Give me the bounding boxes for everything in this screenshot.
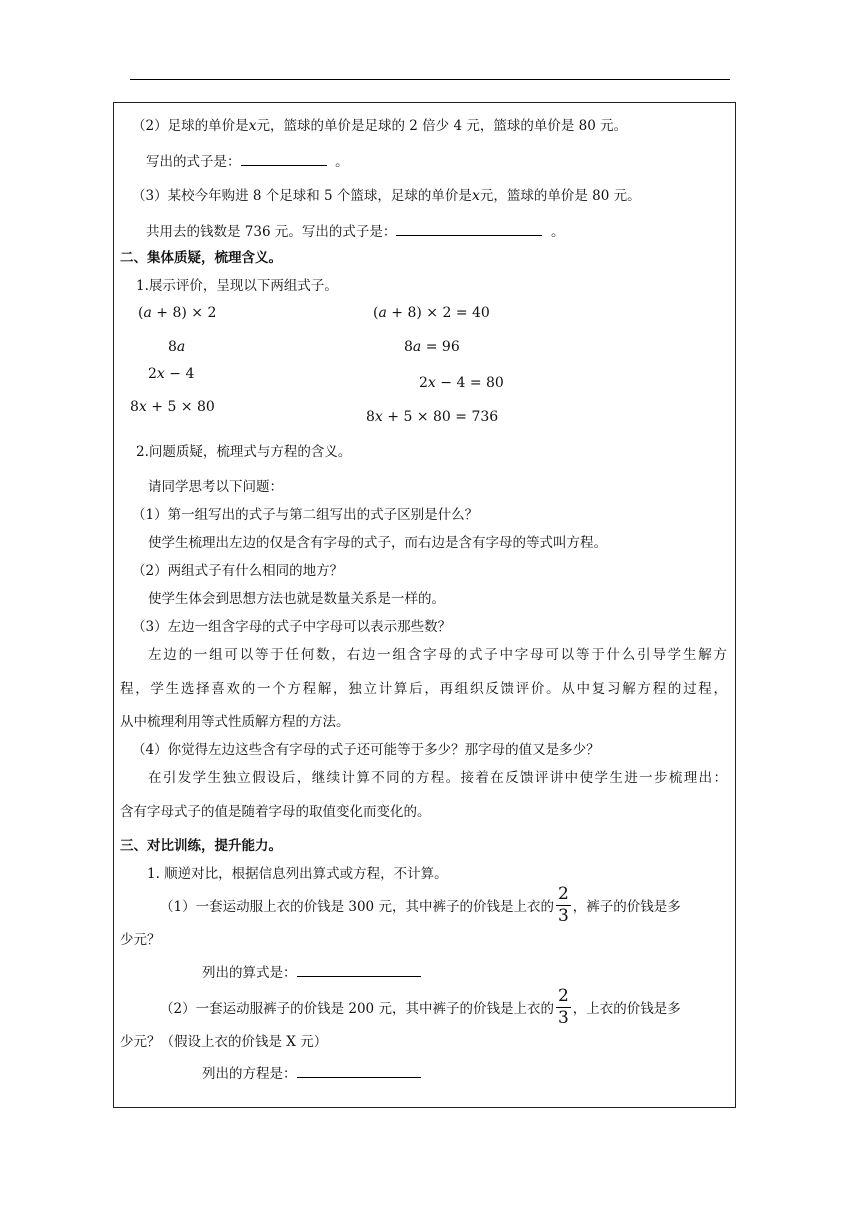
right-eq-4: 8x + 5 × 80 = 736 <box>366 409 499 425</box>
task-1-text-b: ，裤子的价钱是多 <box>572 899 681 915</box>
period: 。 <box>550 224 565 240</box>
write-label: 列出的算式是： <box>202 965 297 981</box>
var-x: x <box>471 188 480 204</box>
task-1-write <box>202 961 421 981</box>
write-label: 写出的式子是： <box>146 154 241 170</box>
answer-3-line-2: 程，学生选择喜欢的一个方程解，独立计算后，再组织反馈评价。从中复习解方程的过程， <box>120 681 727 697</box>
var-x: x <box>248 118 257 134</box>
answer-2: 使学生体会到思想方法也就是数量关系是一样的。 <box>148 591 445 607</box>
problem-3-write <box>146 220 564 240</box>
question-2: （2）两组式子有什么相同的地方？ <box>132 563 344 579</box>
problem-2-text-b: 元，篮球的单价是足球的 2 倍少 4 元，篮球的单价是 80 元。 <box>256 118 628 134</box>
answer-blank[interactable] <box>396 222 542 236</box>
left-expr-2: 8a <box>168 339 186 355</box>
problem-2-write <box>146 150 349 170</box>
period: 。 <box>335 154 349 170</box>
right-eq-2: 8a = 96 <box>404 339 460 355</box>
step-3-1: 1. 顺逆对比，根据信息列出算式或方程，不计算。 <box>147 866 448 882</box>
question-1: （1）第一组写出的式子与第二组写出的式子区别是什么？ <box>132 507 479 523</box>
fraction-two-thirds: $\frac{2}{3}$ <box>557 986 569 1028</box>
left-expr-3: 2x − 4 <box>148 366 195 382</box>
question-3: （3）左边一组含字母的式子中字母可以表示那些数？ <box>132 619 452 635</box>
right-eq-3: 2x − 4 = 80 <box>419 375 504 391</box>
section-2-heading: 二、集体质疑，梳理含义。 <box>120 250 282 266</box>
problem-3-text-b: 元，篮球的单价是 80 元。 <box>479 188 641 204</box>
write-label: 列出的方程是： <box>202 1066 297 1082</box>
header-rule <box>130 79 730 80</box>
answer-1: 使学生梳理出左边的仅是含有字母的式子，而右边是含有字母的等式叫方程。 <box>148 535 607 551</box>
task-2-text-a: （2）一套运动服裤子的价钱是 200 元，其中裤子的价钱是上衣的 <box>160 1001 554 1017</box>
right-eq-1: (a + 8) × 2 = 40 <box>373 305 490 321</box>
task-1-text-a: （1）一套运动服上衣的价钱是 300 元，其中裤子的价钱是上衣的 <box>160 899 554 915</box>
task-2-text-b: ，上衣的价钱是多 <box>572 1001 681 1017</box>
problem-3 <box>132 184 641 204</box>
left-expr-1: (a + 8) × 2 <box>138 305 217 321</box>
step-2-1: 1.展示评价，呈现以下两组式子。 <box>136 278 338 294</box>
left-expr-4: 8x + 5 × 80 <box>130 399 215 415</box>
step-2-2: 2.问题质疑，梳理式与方程的含义。 <box>136 444 352 460</box>
answer-blank[interactable] <box>297 1064 421 1078</box>
problem-3-text-a: （3）某校今年购进 8 个足球和 5 个篮球，足球的单价是 <box>132 188 472 204</box>
answer-3-line-3: 从中梳理利用等式性质解方程的方法。 <box>120 714 350 730</box>
problem-2-text-a: （2）足球的单价是 <box>132 118 249 134</box>
task-1-line-2: 少元？ <box>120 932 161 948</box>
problem-2 <box>132 114 627 134</box>
task-1-line-1 <box>160 884 681 927</box>
answer-blank[interactable] <box>297 963 421 977</box>
task-2-line-2: 少元？（假设上衣的价钱是 X 元） <box>120 1034 328 1050</box>
prompt-text: 请同学思考以下问题： <box>148 479 283 495</box>
task-2-line-1 <box>160 986 681 1029</box>
answer-4-line-2: 含有字母式子的值是随着字母的取值变化而变化的。 <box>120 804 431 820</box>
write-label: 共用去的钱数是 736 元。写出的式子是： <box>146 224 397 240</box>
task-2-write <box>202 1062 421 1082</box>
section-3-heading: 三、对比训练，提升能力。 <box>120 838 282 854</box>
question-4: （4）你觉得左边这些含有字母的式子还可能等于多少？那字母的值又是多少？ <box>132 742 600 758</box>
fraction-two-thirds: $\frac{2}{3}$ <box>557 884 569 926</box>
answer-3-line-1: 左边的一组可以等于任何数，右边一组含字母的式子中字母可以等于什么引导学生解方 <box>148 647 727 663</box>
answer-4-line-1: 在引发学生独立假设后，继续计算不同的方程。接着在反馈评讲中使学生进一步梳理出： <box>148 770 727 786</box>
answer-blank[interactable] <box>241 152 327 166</box>
